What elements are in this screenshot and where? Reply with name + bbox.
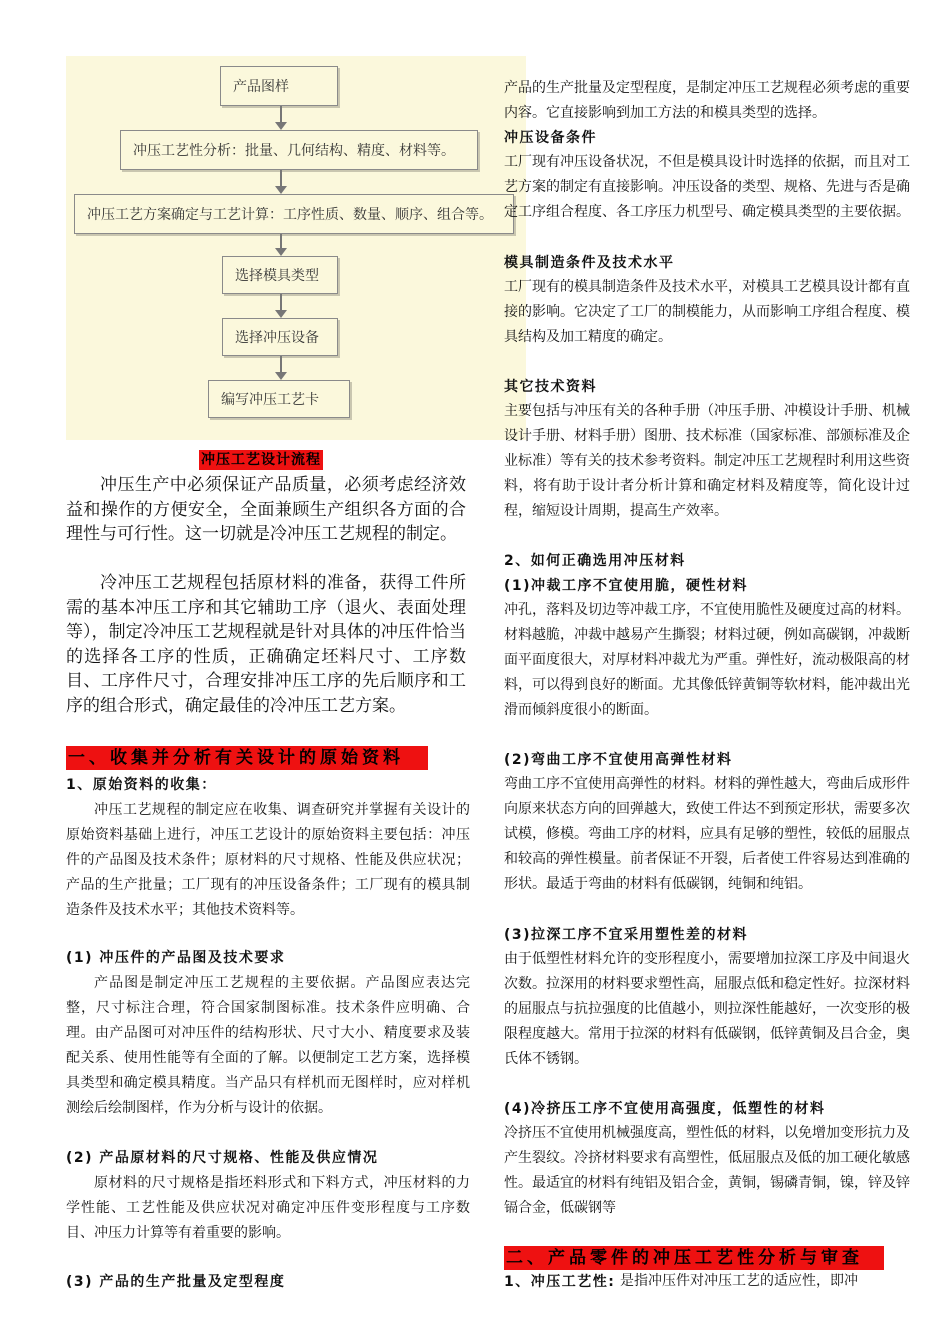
flow-box-select-die-type: 选择模具类型 bbox=[222, 256, 338, 294]
paragraph-raw-material: 原材料的尺寸规格是指坯料形式和下料方式，冲压材料的力学性能、工艺性能及供应状况对确定冲压件变形程度与工序数目、冲压力计算等有着重要的影响。 bbox=[66, 1175, 470, 1241]
flow-box-product-drawing: 产品图样 bbox=[220, 66, 338, 106]
heading-material-selection: 2、如何正确选用冲压材料 bbox=[504, 553, 686, 569]
section-heading-1: 一、收集并分析有关设计的原始资料 bbox=[66, 746, 428, 770]
section-heading-2: 二、产品零件的冲压工艺性分析与审查 bbox=[504, 1246, 884, 1270]
flow-box-select-press: 选择冲压设备 bbox=[222, 318, 338, 356]
intro-paragraph-1: 冲压生产中必须保证产品质量，必须考虑经济效益和操作的方便安全，全面兼顾生产组织各方面的合理性与可行性。这一切就是冷冲压工艺规程的制定。 bbox=[66, 475, 466, 544]
heading-stamping-process: 1、冲压工艺性: bbox=[504, 1274, 616, 1290]
heading-raw-material: (2) 产品原材料的尺寸规格、性能及供应情况 bbox=[66, 1150, 379, 1166]
heading-raw-data-collection: 1、原始资料的收集： bbox=[66, 777, 217, 793]
paragraph-blanking: 冲孔，落料及切边等冲裁工序，不宜使用脆性及硬度过高的材料。材料越脆，冲裁中越易产生撕裂；材料过硬，例如高碳钢，冲裁断面平面度很大，对厚材料冲裁尤为严重。弹性好，流动极限高的材料，可以得到良好的断面。尤其像低锌黄铜等软材料，能冲裁出光滑而倾斜度很小的断面。 bbox=[504, 602, 910, 718]
heading-drawing: (3)拉深工序不宜采用塑性差的材料 bbox=[504, 927, 749, 943]
flow-arrow bbox=[280, 356, 282, 378]
heading-bending: (2)弯曲工序不宜使用高弹性材料 bbox=[504, 752, 733, 768]
paragraph-cold-extrusion: 冷挤压不宜使用机械强度高，塑性低的材料，以免增加变形抗力及产生裂纹。冷挤材料要求有高塑性，低屈服点及低的加工硬化敏感性。最适宜的材料有纯铝及铝合金，黄铜，锡磷青铜，镍，锌及锌镉合金，低碳钢等 bbox=[504, 1125, 910, 1216]
flowchart-caption: 冲压工艺设计流程 bbox=[201, 452, 321, 468]
flow-arrow bbox=[280, 170, 282, 192]
paragraph-other-technical-data: 主要包括与冲压有关的各种手册（冲压手册、冲模设计手册、机械设计手册、材料手册）图册、技术标准（国家标准、部颁标准及企业标准）等有关的技术参考资料。制定冲压工艺规程时利用这些资料，将有助于设计者分析计算和确定材料及精度等，简化设计过程，缩短设计周期，提高生产效率。 bbox=[504, 403, 910, 519]
paragraph-stamping-process-start: 是指冲压件对冲压工艺的适应性，即冲 bbox=[620, 1273, 858, 1289]
heading-blanking: (1)冲裁工序不宜使用脆，硬性材料 bbox=[504, 578, 749, 594]
process-flowchart bbox=[66, 56, 526, 440]
paragraph-production-batch: 产品的生产批量及定型程度，是制定冲压工艺规程必须考虑的重要内容。它直接影响到加工方法的和模具类型的选择。 bbox=[504, 80, 910, 121]
intro-paragraph-2: 冷冲压工艺规程包括原材料的准备，获得工件所需的基本冲压工序和其它辅助工序（退火、表面处理等），制定冷冲压工艺规程就是针对具体的冲压件恰当的选择各工序的性质，正确确定坯料尺寸、工序数目、工序件尺寸，合理安排冲压工序的先后顺序和工序的组合形式，确定最佳的冷冲压工艺方案。 bbox=[66, 573, 466, 716]
paragraph-drawing: 由于低塑性材料允许的变形程度小，需要增加拉深工序及中间退火次数。拉深用的材料要求塑性高，屈服点低和稳定性好。拉深材料的屈服点与抗拉强度的比值越小，则拉深性能越好，一次变形的极限程度越大。常用于拉深的材料有低碳钢，低锌黄铜及吕合金，奥氏体不锈钢。 bbox=[504, 951, 910, 1067]
flow-arrow bbox=[280, 294, 282, 316]
heading-press-equipment: 冲压设备条件 bbox=[504, 130, 597, 146]
heading-product-drawing: (1) 冲压件的产品图及技术要求 bbox=[66, 950, 286, 966]
flow-box-process-analysis: 冲压工艺性分析：批量、几何结构、精度、材料等。 bbox=[120, 130, 478, 170]
paragraph-press-equipment: 工厂现有冲压设备状况，不但是模具设计时选择的依据，而且对工艺方案的制定有直接影响。冲压设备的类型、规格、先进与否是确定工序组合程度、各工序压力机型号、确定模具类型的主要依据。 bbox=[504, 154, 910, 220]
heading-cold-extrusion: (4)冷挤压工序不宜使用高强度，低塑性的材料 bbox=[504, 1101, 826, 1117]
heading-die-manufacturing: 模具制造条件及技术水平 bbox=[504, 255, 675, 271]
paragraph-die-manufacturing: 工厂现有的模具制造条件及技术水平，对模具工艺模具设计都有直接的影响。它决定了工厂的制模能力，从而影响工序组合程度、模具结构及加工精度的确定。 bbox=[504, 279, 910, 345]
flow-arrow bbox=[280, 106, 282, 128]
paragraph-bending: 弯曲工序不宜使用高弹性的材料。材料的弹性越大，弯曲后成形件向原来状态方向的回弹越大，致使工件达不到预定形状，需要多次试模，修模。弯曲工序的材料，应具有足够的塑性，较低的屈服点和较高的弹性模量。前者保证不开裂，后者使工件容易达到准确的形状。最适于弯曲的材料有低碳钢，纯铜和纯铝。 bbox=[504, 776, 910, 892]
paragraph-raw-data: 冲压工艺规程的制定应在收集、调查研究并掌握有关设计的原始资料基础上进行，冲压工艺设计的原始资料主要包括：冲压件的产品图及技术条件；原材料的尺寸规格、性能及供应状况；产品的生产批量；工厂现有的冲压设备条件；工厂现有的模具制造条件及技术水平；其他技术资料等。 bbox=[66, 802, 470, 918]
flow-arrow bbox=[280, 234, 282, 254]
paragraph-product-drawing: 产品图是制定冲压工艺规程的主要依据。产品图应表达完整，尺寸标注合理，符合国家制图标准。技术条件应明确、合理。由产品图可对冲压件的结构形状、尺寸大小、精度要求及装配关系、使用性能等有全面的了解。以便制定工艺方案，选择模具类型和确定模具精度。当产品只有样机而无图样时，应对样机测绘后绘制图样，作为分析与设计的依据。 bbox=[66, 975, 470, 1116]
heading-other-technical-data: 其它技术资料 bbox=[504, 379, 597, 395]
flow-box-process-card: 编写冲压工艺卡 bbox=[208, 380, 350, 418]
flow-box-process-plan: 冲压工艺方案确定与工艺计算：工序性质、数量、顺序、组合等。 bbox=[74, 194, 514, 234]
heading-production-batch: (3) 产品的生产批量及定型程度 bbox=[66, 1274, 286, 1290]
